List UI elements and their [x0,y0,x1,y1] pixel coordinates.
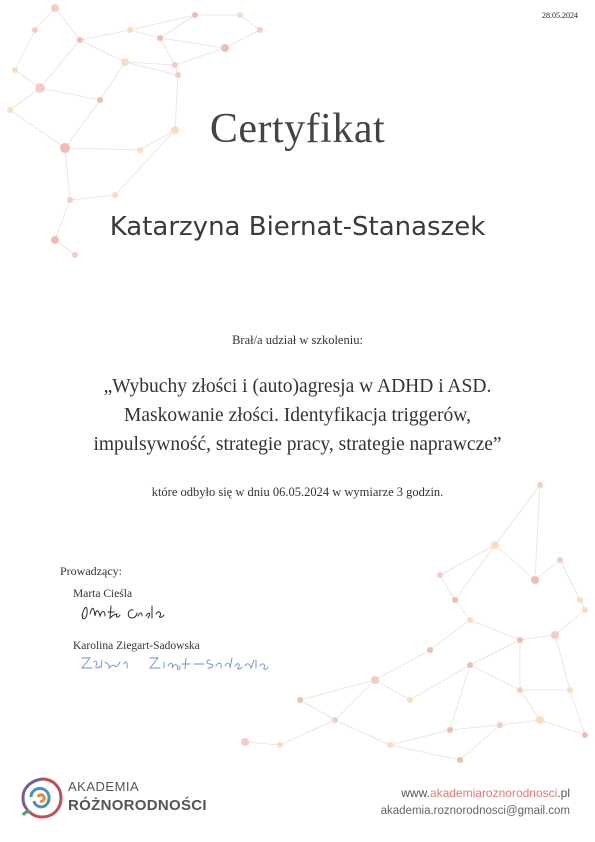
network-line [495,545,535,580]
network-node [112,192,118,198]
network-line [450,725,500,730]
signature-marta-ciesla [78,600,178,624]
network-line [80,40,125,62]
network-line [540,720,585,735]
network-line [280,720,335,745]
course-title-line: „Wybuchy złości i (auto)agresja w ADHD i ASD. [103,376,492,397]
logo-text-roznorodnosci: RÓŻNORODNOŚCI [68,797,207,814]
network-line [300,680,375,700]
network-line [470,665,520,690]
website-prefix: www. [401,786,430,800]
network-line [175,48,225,65]
network-line [160,15,195,38]
participation-intro: Brał/a udział w szkoleniu: [232,333,363,347]
network-node [172,62,178,68]
network-node [257,27,263,33]
trainer-name: Karolina Ziegart-Sadowska [73,640,200,652]
network-line [160,38,225,48]
network-node [35,83,45,93]
network-node [497,722,503,728]
network-node [517,687,523,693]
participant-name: Katarzyna Biernat-Stanaszek [109,212,486,242]
trainer-name: Marta Cieśla [73,588,133,600]
network-bottom-right [241,482,588,763]
network-line [225,30,260,48]
network-node [175,72,181,78]
network-node [192,12,198,18]
network-node [452,597,458,603]
contact-email[interactable]: akademia.roznorodnosci@gmail.com [380,805,570,817]
network-line [300,700,335,720]
network-line [535,560,560,580]
network-line [440,545,495,575]
network-line [390,745,460,760]
website-link[interactable] [401,786,570,800]
network-line [560,560,580,600]
network-node [536,716,544,724]
network-line [455,545,495,600]
network-line [470,640,520,665]
network-node [427,647,433,653]
network-node [72,252,78,258]
network-line [130,15,195,30]
network-line [80,30,130,40]
network-node [121,58,129,66]
network-node [297,697,303,703]
network-node [567,687,573,693]
network-node [97,97,103,103]
network-line [65,148,70,200]
signature-karolina-ziegart-sadowska [80,652,280,674]
network-line [375,650,430,680]
network-line [70,195,115,200]
trainers-label: Prowadzący: [60,564,122,578]
network-node [577,597,583,603]
website-mid: roznorodnosci [481,786,558,800]
network-node [371,676,379,684]
course-date-duration: które odbyło się w dniu 06.05.2024 w wymiarze 3 godzin. [151,485,444,499]
network-node [332,717,338,723]
network-node [447,727,453,733]
network-node [12,67,18,73]
network-node [221,44,229,52]
course-title [60,372,535,459]
website-accent: akademia [429,786,482,800]
network-node [387,742,393,748]
network-line [570,690,585,735]
network-line [375,680,410,700]
network-line [390,730,450,745]
network-line [335,680,375,720]
network-node [467,662,473,668]
network-line [100,62,125,100]
network-node [67,197,73,203]
network-line [520,635,555,640]
network-node [237,12,243,18]
network-node [157,35,163,41]
network-node [457,757,463,763]
network-line [470,620,520,640]
network-line [160,38,175,65]
network-node [277,742,283,748]
network-node [582,732,588,738]
network-node [517,637,523,643]
network-node [407,697,413,703]
network-line [440,575,455,600]
network-node [77,37,83,43]
network-line [35,8,55,30]
network-node [32,27,38,33]
certificate-title: Certyfikat [209,106,386,152]
network-node [557,557,563,563]
network-line [240,15,260,30]
network-line [500,720,540,725]
network-line [15,30,35,70]
network-line [40,40,80,88]
network-node [127,27,133,33]
network-line [55,8,80,40]
network-node [582,607,588,613]
network-node [437,572,443,578]
course-title-line: impulsywność, strategie pracy, strategie naprawcze” [93,434,502,455]
network-line [555,610,585,635]
network-line [460,725,500,760]
network-node [51,4,59,12]
network-line [130,30,160,38]
network-line [430,620,470,650]
logo-text-akademia: AKADEMIA [68,779,140,794]
network-line [455,600,470,620]
network-node [551,631,559,639]
network-node [241,738,249,746]
network-node [467,617,473,623]
course-title-line: Maskowanie złości. Identyfikacja triggerów, [124,405,471,426]
akademia-logo-icon [17,775,67,825]
network-line [40,88,100,100]
network-line [335,720,390,745]
network-line [555,635,570,690]
website-suffix: .pl [557,786,570,800]
network-node [531,576,539,584]
issue-date: 28.05.2024 [542,11,578,20]
network-line [520,690,540,720]
network-node [491,541,499,549]
network-line [245,742,280,745]
